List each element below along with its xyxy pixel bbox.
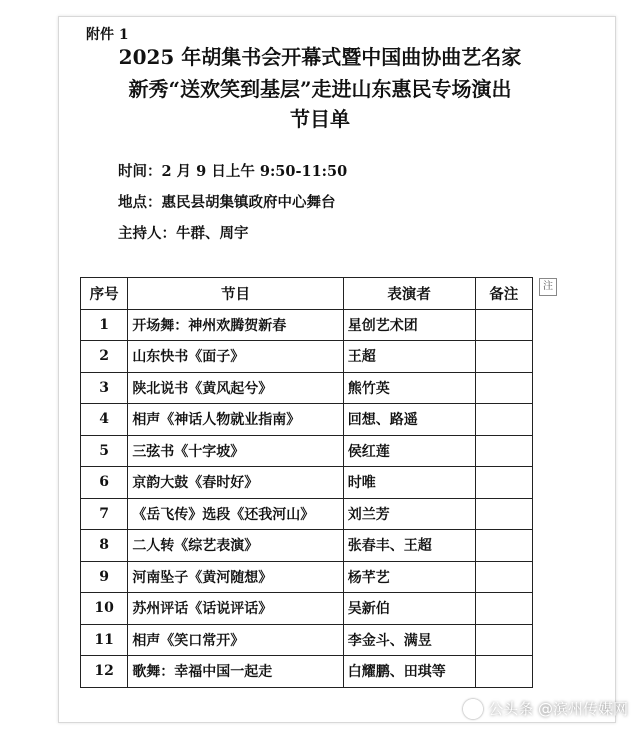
table-row — [81, 656, 533, 688]
row-note — [475, 309, 532, 341]
row-note — [475, 467, 532, 499]
row-note — [475, 498, 532, 530]
row-number: 1 — [81, 309, 128, 341]
event-location: 地点：惠民县胡集镇政府中心舞台 — [118, 194, 336, 211]
table-row — [81, 404, 533, 436]
title-line-3: 节目单 — [290, 107, 350, 131]
row-program: 《岳飞传》选段《还我河山》 — [128, 498, 343, 530]
row-note — [475, 593, 532, 625]
row-number: 3 — [81, 372, 128, 404]
table-row — [81, 309, 533, 341]
row-program: 相声《笑口常开》 — [128, 624, 343, 656]
row-performer: 王超 — [343, 341, 475, 373]
row-performer: 星创艺术团 — [343, 309, 475, 341]
table-row — [81, 561, 533, 593]
row-number: 7 — [81, 498, 128, 530]
row-performer: 回想、路遥 — [343, 404, 475, 436]
row-performer: 李金斗、满昱 — [343, 624, 475, 656]
row-note — [475, 404, 532, 436]
row-number: 2 — [81, 341, 128, 373]
row-performer: 熊竹英 — [343, 372, 475, 404]
row-number: 5 — [81, 435, 128, 467]
row-note — [475, 530, 532, 562]
row-note — [475, 656, 532, 688]
table-row — [81, 467, 533, 499]
row-number: 4 — [81, 404, 128, 436]
table-row — [81, 498, 533, 530]
program-table — [80, 277, 533, 688]
title-line-2: 新秀“送欢笑到基层”走进山东惠民专场演出 — [128, 77, 512, 101]
headline-logo-icon — [463, 699, 483, 719]
row-note — [475, 372, 532, 404]
row-performer: 侯红莲 — [343, 435, 475, 467]
header-number: 序号 — [81, 278, 128, 310]
row-program: 苏州评话《话说评话》 — [128, 593, 343, 625]
table-header-row — [81, 278, 533, 310]
row-program: 山东快书《面子》 — [128, 341, 343, 373]
watermark — [463, 698, 628, 719]
attachment-label: 附件 1 — [86, 27, 129, 43]
row-program: 陕北说书《黄风起兮》 — [128, 372, 343, 404]
row-number: 9 — [81, 561, 128, 593]
row-note — [475, 341, 532, 373]
row-performer: 吴新伯 — [343, 593, 475, 625]
comment-note-icon[interactable]: 注 — [539, 278, 557, 296]
header-program: 节目 — [128, 278, 343, 310]
row-performer: 时唯 — [343, 467, 475, 499]
header-note: 备注 — [475, 278, 532, 310]
table-row — [81, 372, 533, 404]
table-row — [81, 530, 533, 562]
row-program: 相声《神话人物就业指南》 — [128, 404, 343, 436]
row-program: 二人转《综艺表演》 — [128, 530, 343, 562]
row-program: 歌舞：幸福中国一起走 — [128, 656, 343, 688]
header-performer: 表演者 — [343, 278, 475, 310]
table-row — [81, 624, 533, 656]
row-number: 6 — [81, 467, 128, 499]
table-row — [81, 593, 533, 625]
row-number: 8 — [81, 530, 128, 562]
row-performer: 刘兰芳 — [343, 498, 475, 530]
row-note — [475, 561, 532, 593]
table-row — [81, 341, 533, 373]
row-performer: 张春丰、王超 — [343, 530, 475, 562]
row-note — [475, 624, 532, 656]
row-number: 12 — [81, 656, 128, 688]
row-program: 三弦书《十字坡》 — [128, 435, 343, 467]
row-program: 京韵大鼓《春时好》 — [128, 467, 343, 499]
row-performer: 杨芊艺 — [343, 561, 475, 593]
event-host: 主持人：牛群、周宇 — [118, 225, 249, 242]
row-number: 11 — [81, 624, 128, 656]
row-program: 开场舞：神州欢腾贺新春 — [128, 309, 343, 341]
title-line-1: 2025 年胡集书会开幕式暨中国曲协曲艺名家 — [118, 45, 522, 69]
table-row — [81, 435, 533, 467]
row-number: 10 — [81, 593, 128, 625]
row-note — [475, 435, 532, 467]
event-time: 时间：2 月 9 日上午 9:50-11:50 — [118, 163, 348, 180]
watermark-text: 公头条 @滨州传媒网 — [488, 700, 628, 718]
row-performer: 白耀鹏、田琪等 — [343, 656, 475, 688]
row-program: 河南坠子《黄河随想》 — [128, 561, 343, 593]
